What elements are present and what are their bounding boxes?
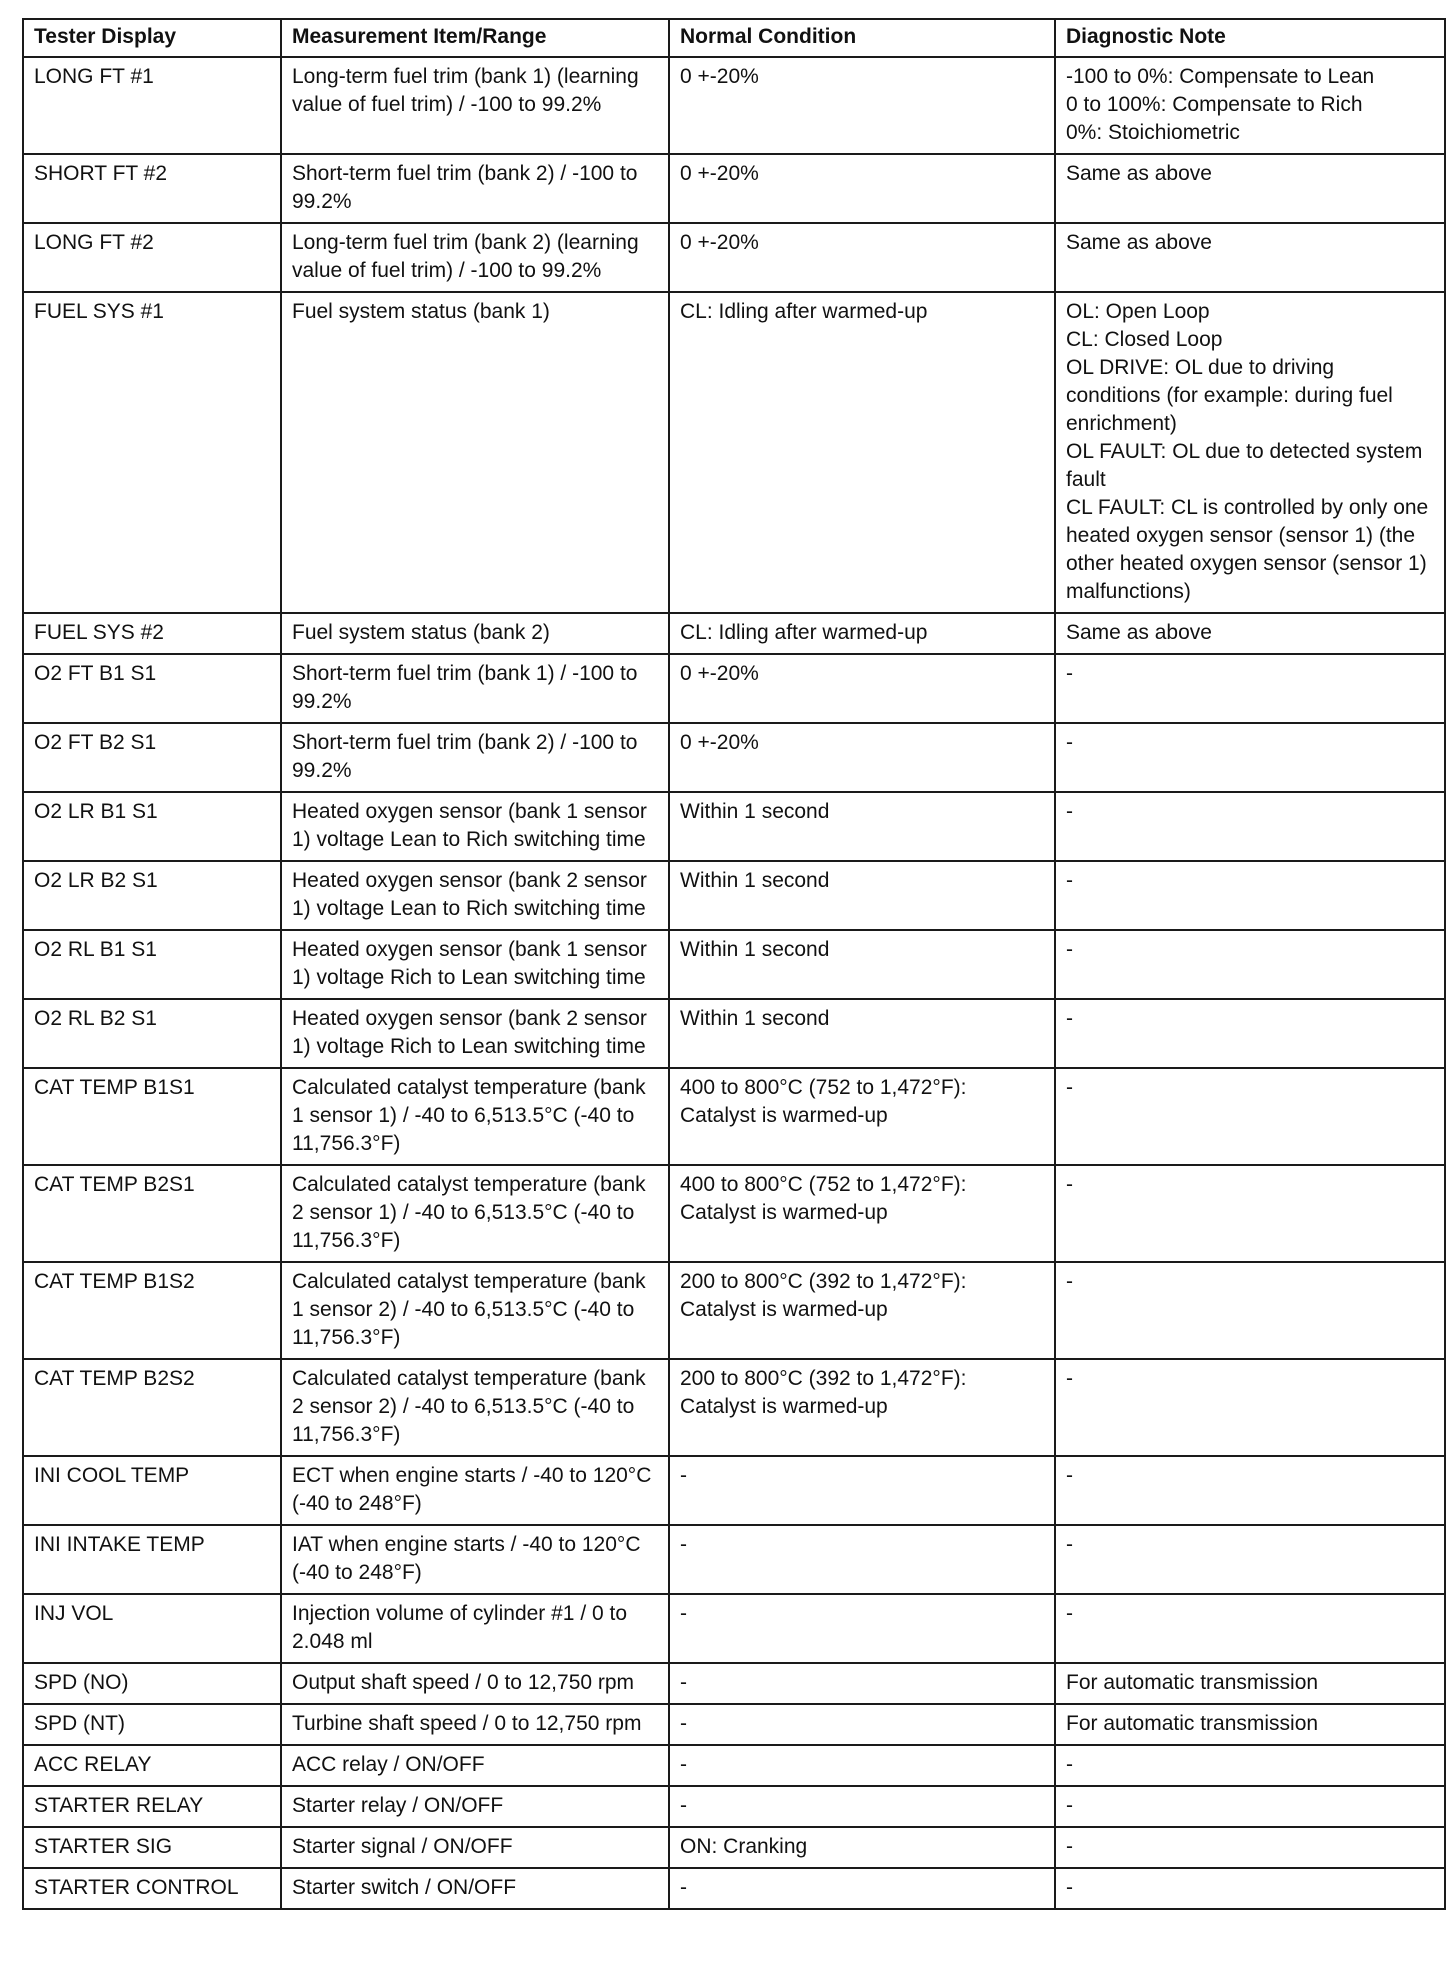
cell-normal-condition: - (669, 1745, 1055, 1786)
table-row (23, 1359, 1445, 1456)
cell-diagnostic-note: - (1055, 1359, 1445, 1456)
table-row (23, 792, 1445, 861)
cell-normal-condition: Within 1 second (669, 792, 1055, 861)
cell-normal-condition: 0 +-20% (669, 57, 1055, 154)
cell-normal-condition: - (669, 1868, 1055, 1909)
cell-tester-display: O2 RL B2 S1 (23, 999, 281, 1068)
table-row (23, 57, 1445, 154)
cell-measurement-item: Starter signal / ON/OFF (281, 1827, 669, 1868)
cell-measurement-item: Short-term fuel trim (bank 2) / -100 to 99.2% (281, 723, 669, 792)
cell-tester-display: SHORT FT #2 (23, 154, 281, 223)
cell-tester-display: FUEL SYS #1 (23, 292, 281, 613)
table-row (23, 999, 1445, 1068)
cell-tester-display: SPD (NT) (23, 1704, 281, 1745)
table-row (23, 723, 1445, 792)
cell-diagnostic-note: - (1055, 930, 1445, 999)
cell-tester-display: CAT TEMP B2S2 (23, 1359, 281, 1456)
cell-diagnostic-note: -100 to 0%: Compensate to Lean 0 to 100%: Compensate to Rich 0%: Stoichiometric (1055, 57, 1445, 154)
cell-diagnostic-note: - (1055, 723, 1445, 792)
cell-measurement-item: Starter relay / ON/OFF (281, 1786, 669, 1827)
cell-tester-display: CAT TEMP B2S1 (23, 1165, 281, 1262)
cell-tester-display: FUEL SYS #2 (23, 613, 281, 654)
cell-measurement-item: Fuel system status (bank 1) (281, 292, 669, 613)
cell-normal-condition: - (669, 1663, 1055, 1704)
cell-diagnostic-note: Same as above (1055, 613, 1445, 654)
cell-diagnostic-note: - (1055, 1827, 1445, 1868)
header-tester-display: Tester Display (23, 19, 281, 57)
table-body (23, 57, 1445, 1909)
cell-measurement-item: Heated oxygen sensor (bank 1 sensor 1) voltage Rich to Lean switching time (281, 930, 669, 999)
cell-diagnostic-note: For automatic transmission (1055, 1663, 1445, 1704)
cell-normal-condition: - (669, 1525, 1055, 1594)
cell-diagnostic-note: - (1055, 1786, 1445, 1827)
cell-normal-condition: 0 +-20% (669, 154, 1055, 223)
cell-normal-condition: 400 to 800°C (752 to 1,472°F): Catalyst is warmed-up (669, 1068, 1055, 1165)
header-measurement-item: Measurement Item/Range (281, 19, 669, 57)
table-row (23, 613, 1445, 654)
cell-normal-condition: 0 +-20% (669, 654, 1055, 723)
cell-measurement-item: Calculated catalyst temperature (bank 1 sensor 2) / -40 to 6,513.5°C (-40 to 11,756.3°F) (281, 1262, 669, 1359)
header-diagnostic-note: Diagnostic Note (1055, 19, 1445, 57)
cell-measurement-item: Calculated catalyst temperature (bank 2 sensor 1) / -40 to 6,513.5°C (-40 to 11,756.3°F) (281, 1165, 669, 1262)
cell-measurement-item: Heated oxygen sensor (bank 1 sensor 1) voltage Lean to Rich switching time (281, 792, 669, 861)
cell-diagnostic-note: - (1055, 1262, 1445, 1359)
cell-tester-display: LONG FT #2 (23, 223, 281, 292)
table-row (23, 1663, 1445, 1704)
cell-normal-condition: Within 1 second (669, 930, 1055, 999)
cell-diagnostic-note: - (1055, 1868, 1445, 1909)
cell-measurement-item: Long-term fuel trim (bank 2) (learning value of fuel trim) / -100 to 99.2% (281, 223, 669, 292)
cell-tester-display: INJ VOL (23, 1594, 281, 1663)
table-header (23, 19, 1445, 57)
cell-measurement-item: ECT when engine starts / -40 to 120°C (-40 to 248°F) (281, 1456, 669, 1525)
cell-normal-condition: - (669, 1786, 1055, 1827)
cell-normal-condition: - (669, 1704, 1055, 1745)
cell-tester-display: STARTER CONTROL (23, 1868, 281, 1909)
cell-diagnostic-note: - (1055, 792, 1445, 861)
cell-tester-display: SPD (NO) (23, 1663, 281, 1704)
table-row (23, 1827, 1445, 1868)
cell-normal-condition: 200 to 800°C (392 to 1,472°F): Catalyst is warmed-up (669, 1262, 1055, 1359)
cell-normal-condition: 200 to 800°C (392 to 1,472°F): Catalyst is warmed-up (669, 1359, 1055, 1456)
table-row (23, 1525, 1445, 1594)
cell-diagnostic-note: - (1055, 999, 1445, 1068)
cell-normal-condition: - (669, 1456, 1055, 1525)
table-row (23, 1594, 1445, 1663)
header-normal-condition: Normal Condition (669, 19, 1055, 57)
table-row (23, 654, 1445, 723)
cell-normal-condition: 400 to 800°C (752 to 1,472°F): Catalyst is warmed-up (669, 1165, 1055, 1262)
cell-diagnostic-note: - (1055, 1594, 1445, 1663)
cell-tester-display: O2 RL B1 S1 (23, 930, 281, 999)
diagnostic-data-table (22, 18, 1446, 1910)
table-row (23, 223, 1445, 292)
cell-diagnostic-note: - (1055, 1165, 1445, 1262)
cell-tester-display: STARTER RELAY (23, 1786, 281, 1827)
cell-tester-display: ACC RELAY (23, 1745, 281, 1786)
table-row (23, 930, 1445, 999)
table-row (23, 1745, 1445, 1786)
cell-diagnostic-note: - (1055, 1456, 1445, 1525)
cell-normal-condition: 0 +-20% (669, 723, 1055, 792)
cell-measurement-item: Heated oxygen sensor (bank 2 sensor 1) voltage Rich to Lean switching time (281, 999, 669, 1068)
table-row (23, 1456, 1445, 1525)
cell-tester-display: INI INTAKE TEMP (23, 1525, 281, 1594)
table-row (23, 154, 1445, 223)
table-row (23, 1868, 1445, 1909)
cell-diagnostic-note: - (1055, 1745, 1445, 1786)
cell-normal-condition: CL: Idling after warmed-up (669, 292, 1055, 613)
cell-measurement-item: Long-term fuel trim (bank 1) (learning value of fuel trim) / -100 to 99.2% (281, 57, 669, 154)
cell-measurement-item: Output shaft speed / 0 to 12,750 rpm (281, 1663, 669, 1704)
cell-measurement-item: IAT when engine starts / -40 to 120°C (-40 to 248°F) (281, 1525, 669, 1594)
table-row (23, 861, 1445, 930)
table-row (23, 1165, 1445, 1262)
cell-diagnostic-note: OL: Open Loop CL: Closed Loop OL DRIVE: OL due to driving conditions (for example: during fuel enrichment) OL FAULT: OL due to detected system fault CL FAULT: CL is controlled by only one heated oxygen sensor (sensor 1) (the other heated oxygen sensor (sensor 1) malfunctions) (1055, 292, 1445, 613)
cell-measurement-item: Fuel system status (bank 2) (281, 613, 669, 654)
cell-measurement-item: Injection volume of cylinder #1 / 0 to 2.048 ml (281, 1594, 669, 1663)
cell-normal-condition: ON: Cranking (669, 1827, 1055, 1868)
cell-normal-condition: Within 1 second (669, 999, 1055, 1068)
cell-diagnostic-note: Same as above (1055, 154, 1445, 223)
cell-diagnostic-note: - (1055, 1525, 1445, 1594)
header-row (23, 19, 1445, 57)
cell-tester-display: O2 LR B2 S1 (23, 861, 281, 930)
cell-tester-display: O2 LR B1 S1 (23, 792, 281, 861)
cell-measurement-item: Short-term fuel trim (bank 1) / -100 to 99.2% (281, 654, 669, 723)
table-row (23, 1786, 1445, 1827)
cell-tester-display: INI COOL TEMP (23, 1456, 281, 1525)
table-row (23, 1262, 1445, 1359)
cell-diagnostic-note: - (1055, 861, 1445, 930)
table-row (23, 292, 1445, 613)
cell-measurement-item: Calculated catalyst temperature (bank 2 sensor 2) / -40 to 6,513.5°C (-40 to 11,756.3°F) (281, 1359, 669, 1456)
cell-measurement-item: ACC relay / ON/OFF (281, 1745, 669, 1786)
cell-measurement-item: Starter switch / ON/OFF (281, 1868, 669, 1909)
cell-tester-display: STARTER SIG (23, 1827, 281, 1868)
cell-normal-condition: Within 1 second (669, 861, 1055, 930)
cell-normal-condition: CL: Idling after warmed-up (669, 613, 1055, 654)
cell-measurement-item: Calculated catalyst temperature (bank 1 sensor 1) / -40 to 6,513.5°C (-40 to 11,756.3°F) (281, 1068, 669, 1165)
cell-diagnostic-note: - (1055, 654, 1445, 723)
cell-measurement-item: Short-term fuel trim (bank 2) / -100 to 99.2% (281, 154, 669, 223)
cell-tester-display: O2 FT B1 S1 (23, 654, 281, 723)
cell-tester-display: CAT TEMP B1S2 (23, 1262, 281, 1359)
table-row (23, 1704, 1445, 1745)
cell-normal-condition: - (669, 1594, 1055, 1663)
cell-diagnostic-note: - (1055, 1068, 1445, 1165)
cell-tester-display: LONG FT #1 (23, 57, 281, 154)
table-row (23, 1068, 1445, 1165)
cell-measurement-item: Turbine shaft speed / 0 to 12,750 rpm (281, 1704, 669, 1745)
cell-measurement-item: Heated oxygen sensor (bank 2 sensor 1) voltage Lean to Rich switching time (281, 861, 669, 930)
cell-tester-display: CAT TEMP B1S1 (23, 1068, 281, 1165)
cell-normal-condition: 0 +-20% (669, 223, 1055, 292)
cell-tester-display: O2 FT B2 S1 (23, 723, 281, 792)
cell-diagnostic-note: For automatic transmission (1055, 1704, 1445, 1745)
cell-diagnostic-note: Same as above (1055, 223, 1445, 292)
